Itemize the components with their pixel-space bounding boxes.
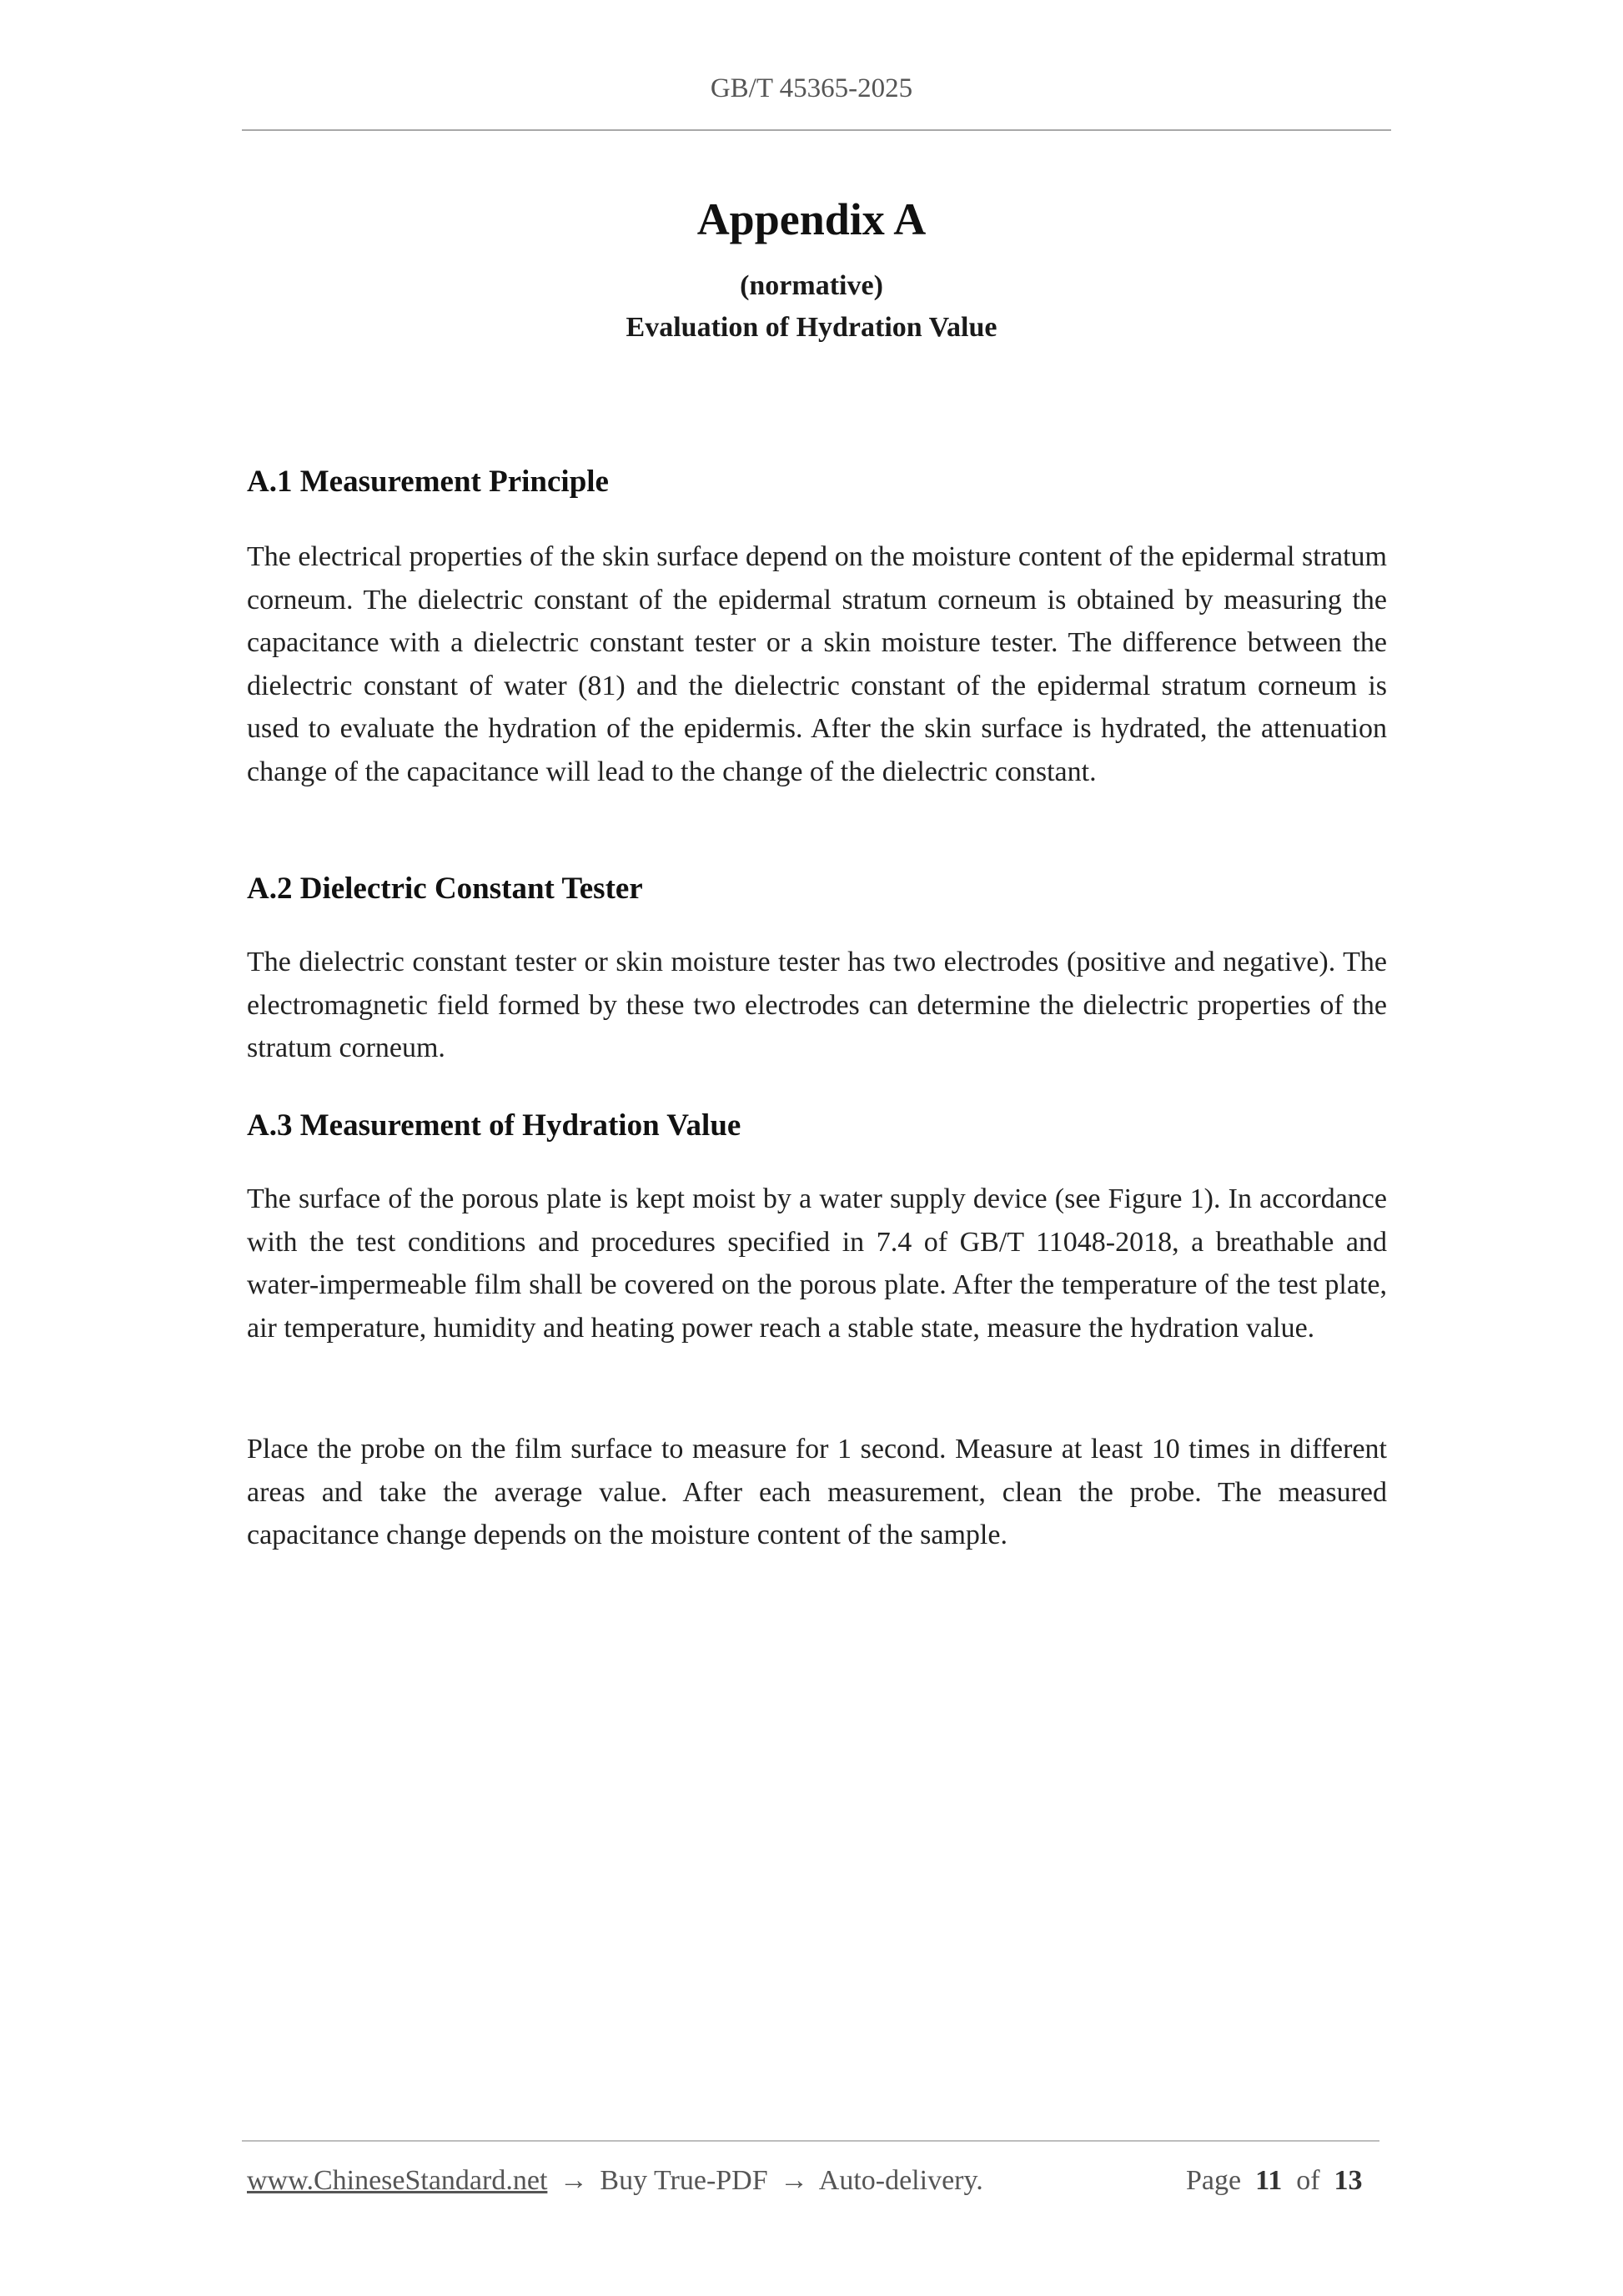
section-heading-a1: A.1 Measurement Principle <box>247 465 609 499</box>
document-code-header: GB/T 45365-2025 <box>710 73 913 103</box>
footer-divider <box>242 2140 1379 2142</box>
page-current: 11 <box>1255 2165 1283 2196</box>
right-arrow-icon: → <box>780 2165 809 2196</box>
header-divider <box>242 129 1391 131</box>
right-arrow-icon: → <box>559 2165 588 2196</box>
section-heading-a3: A.3 Measurement of Hydration Value <box>247 1108 741 1143</box>
page-total: 13 <box>1334 2165 1363 2196</box>
appendix-title: Appendix A <box>696 194 927 244</box>
website-link[interactable]: www.ChineseStandard.net <box>247 2165 548 2196</box>
appendix-caption: Evaluation of Hydration Value <box>626 312 997 343</box>
footer-promo <box>247 2165 983 2197</box>
of-label: of <box>1296 2165 1320 2196</box>
section-heading-a2: A.2 Dielectric Constant Tester <box>247 872 643 906</box>
page-indicator <box>1186 2165 1363 2197</box>
paragraph-a1: The electrical properties of the skin surface depend on the moisture content of the epidermal stratum corneum. The dielectric constant of the epidermal stratum corneum is obtained by measuring the capacitance with a dielectric constant tester or a skin moisture tester. The difference between the dielectric constant of water (81) and the dielectric constant of the epidermal stratum corneum is used to evaluate the hydration of the epidermis. After the skin surface is hydrated, the attenuation change of the capacitance will lead to the change of the dielectric constant. <box>247 541 1387 787</box>
paragraph-a3-1: The surface of the porous plate is kept moist by a water supply device (see Figure 1). In accordance with the test conditions and procedures specified in 7.4 of GB/T 11048-2018, a breathable and water-impermeable film shall be covered on the porous plate. After the temperature of the test plate, air temperature, humidity and heating power reach a stable state, measure the hydration value. <box>247 1183 1387 1344</box>
paragraph-a2: The dielectric constant tester or skin moisture tester has two electrodes (positive and negative). The electromagnetic field formed by these two electrodes can determine the dielectric properties of the stratum corneum. <box>247 947 1387 1063</box>
page-label: Page <box>1186 2165 1242 2196</box>
paragraph-a3-2: Place the probe on the film surface to measure for 1 second. Measure at least 10 times in different areas and take the average value. After each measurement, clean the probe. The measured capacitance change depends on the moisture content of the sample. <box>247 1434 1387 1550</box>
buy-true-pdf-text: Buy True-PDF <box>600 2165 768 2196</box>
appendix-subtitle: (normative) <box>740 270 883 301</box>
auto-delivery-text: Auto-delivery. <box>818 2165 983 2196</box>
